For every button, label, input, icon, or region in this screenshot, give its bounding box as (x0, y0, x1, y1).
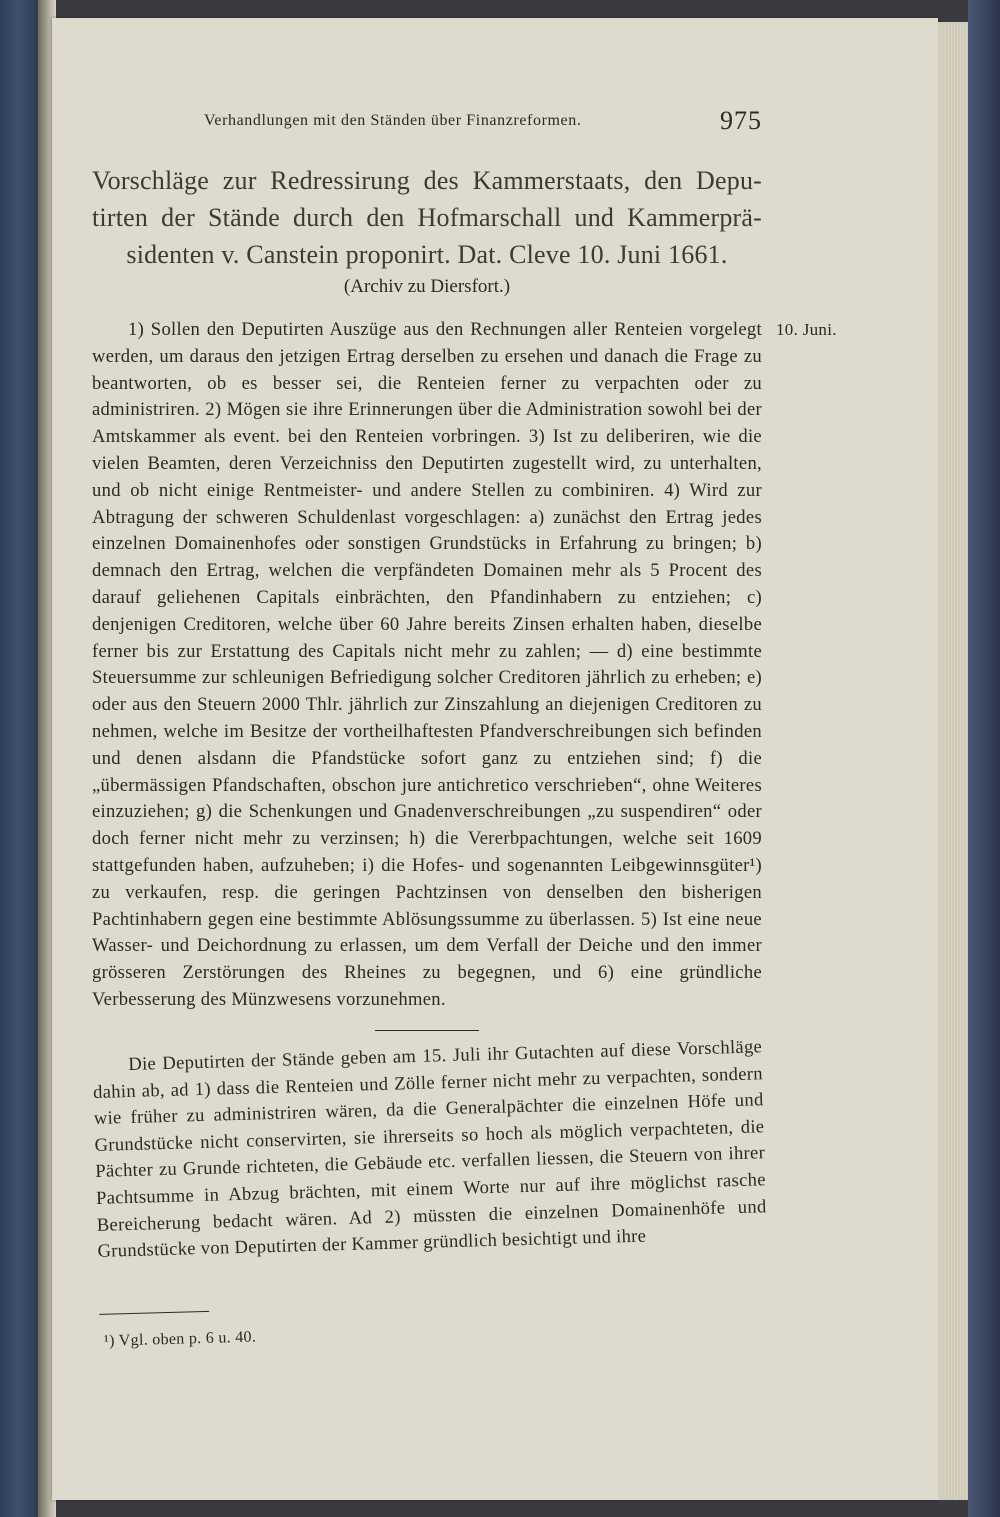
running-head (92, 100, 762, 140)
page-edges (938, 22, 968, 1500)
footnote-rule (99, 1310, 209, 1314)
response-text (92, 1034, 770, 1355)
margin-date: 10. Juni. (776, 320, 837, 339)
running-title: Verhandlungen mit den Ständen über Finanzreformen. (204, 112, 582, 129)
archive-source: (Archiv zu Diersfort.) (343, 276, 511, 297)
heading-line-3: sidenten v. Canstein proponirt. Dat. Cleve 10. Juni 1661. (126, 240, 728, 269)
section-divider (375, 1030, 479, 1031)
paragraph-2: Die Deputirten der Stände geben am 15. Juli ihr Gutachten auf diese Vorschläge dahin ab, ad 1) dass die Renteien und Zölle ferner nicht mehr zu verpachten, sondern wie früher zu administriren wären, da die Generalpächter die einzelnen Höfe und Grundstücke nicht conservirten, sie ihrerseits so hoch als möglich verpachteten, die Pächter zu Grunde richteten, die Gebäude etc. verfallen liessen, die Steuern von ihrer Pachtsumme in Abzug brächten, mit einem Worte nur auf ihre möglichst rasche Bereicherung bedacht wären. Ad 2) müssten die einzelnen Domainenhöfe und Grundstücke von Deputirten der Kammer gründlich besichtigt und ihre (92, 1036, 767, 1262)
paragraph-1: 1) Sollen den Deputirten Auszüge aus den Rechnungen aller Renteien vorgelegt werden, um daraus den jetzigen Ertrag derselben zu ersehen und danach die Frage zu beantworten, ob es besser sei, die Renteien ferner zu verpachten oder zu administriren. 2) Mögen sie ihre Erinnerungen über die Administration sowohl bei der Amtskammer als event. bei den Renteien vorbringen. 3) Ist zu deliberiren, wie die vielen Beamten, deren Verzeichniss den Deputirten zugestellt wird, zu unterhalten, und ob nicht einige Rentmeister- und andere Stellen zu combiniren. 4) Wird zur Abtragung der schweren Schuldenlast vorgeschlagen: a) zunächst den Ertrag jedes einzelnen Domainenhofes oder sonstigen Grundstücks in Erfahrung zu bringen; b) demnach den Ertrag, welchen die verpfändeten Domainen mehr als 5 Procent des darauf geliehenen Capitals einbrächten, den Pfandinhabern zu entziehen; c) denjenigen Creditoren, welche über 60 Jahre bereits Zinsen erhalten haben, dieselbe ferner bis zur Erstattung des Capitals nicht mehr zu zahlen; — d) eine bestimmte Steuersumme zur schleunigen Befriedigung solcher Creditoren jährlich zu erheben; e) oder aus den Steuern 2000 Thlr. jährlich zur Zinszahlung an diejenigen Creditoren zu nehmen, welche im Besitze der vortheilhaftesten Pfandverschreibungen sich befinden und denen alsdann die Pfandstücke sofort ganz zu entziehen sind; f) die „übermässigen Pfandschaften, obschon jure antichretico verschrieben“, ohne Weiteres einzuziehen; g) die Schenkungen und Gnadenverschreibungen „zu suspendiren“ oder doch ferner nicht mehr zu verzinsen; h) die Vererbpachtungen, welche seit 1609 stattgefunden haben, aufzuheben; i) die Hofes- und sogenannten Leibgewinnsgüter¹) zu verkaufen, resp. die geringen Pachtzinsen von denselben den bisherigen Pachtinhabern gegen eine bestimmte Ablösungssumme zu überlassen. 5) Ist eine neue Wasser- und Deichordnung zu erlassen, um dem Verfall der Deiche und den immer grösseren Zerstörungen des Rheines zu begegnen, und 6) eine gründliche Verbesserung des Münzwesens vorzunehmen. (92, 319, 762, 1010)
book-cover-right (968, 0, 1000, 1517)
proposal-text (92, 317, 837, 1014)
page-number: 975 (720, 106, 762, 135)
book-cover-left (0, 0, 40, 1517)
footnote (100, 1310, 770, 1355)
section-heading (92, 162, 762, 273)
page-content (92, 100, 837, 1355)
footnote-marker: ¹) (103, 1331, 116, 1350)
footnote-text: Vgl. oben p. 6 u. 40. (118, 1327, 257, 1349)
heading-line-1: Vorschläge zur Redressirung des Kammerstaats, den Depu- (92, 166, 762, 195)
heading-line-2: tirten der Stände durch den Hofmarschall und Kammerprä- (92, 203, 762, 232)
